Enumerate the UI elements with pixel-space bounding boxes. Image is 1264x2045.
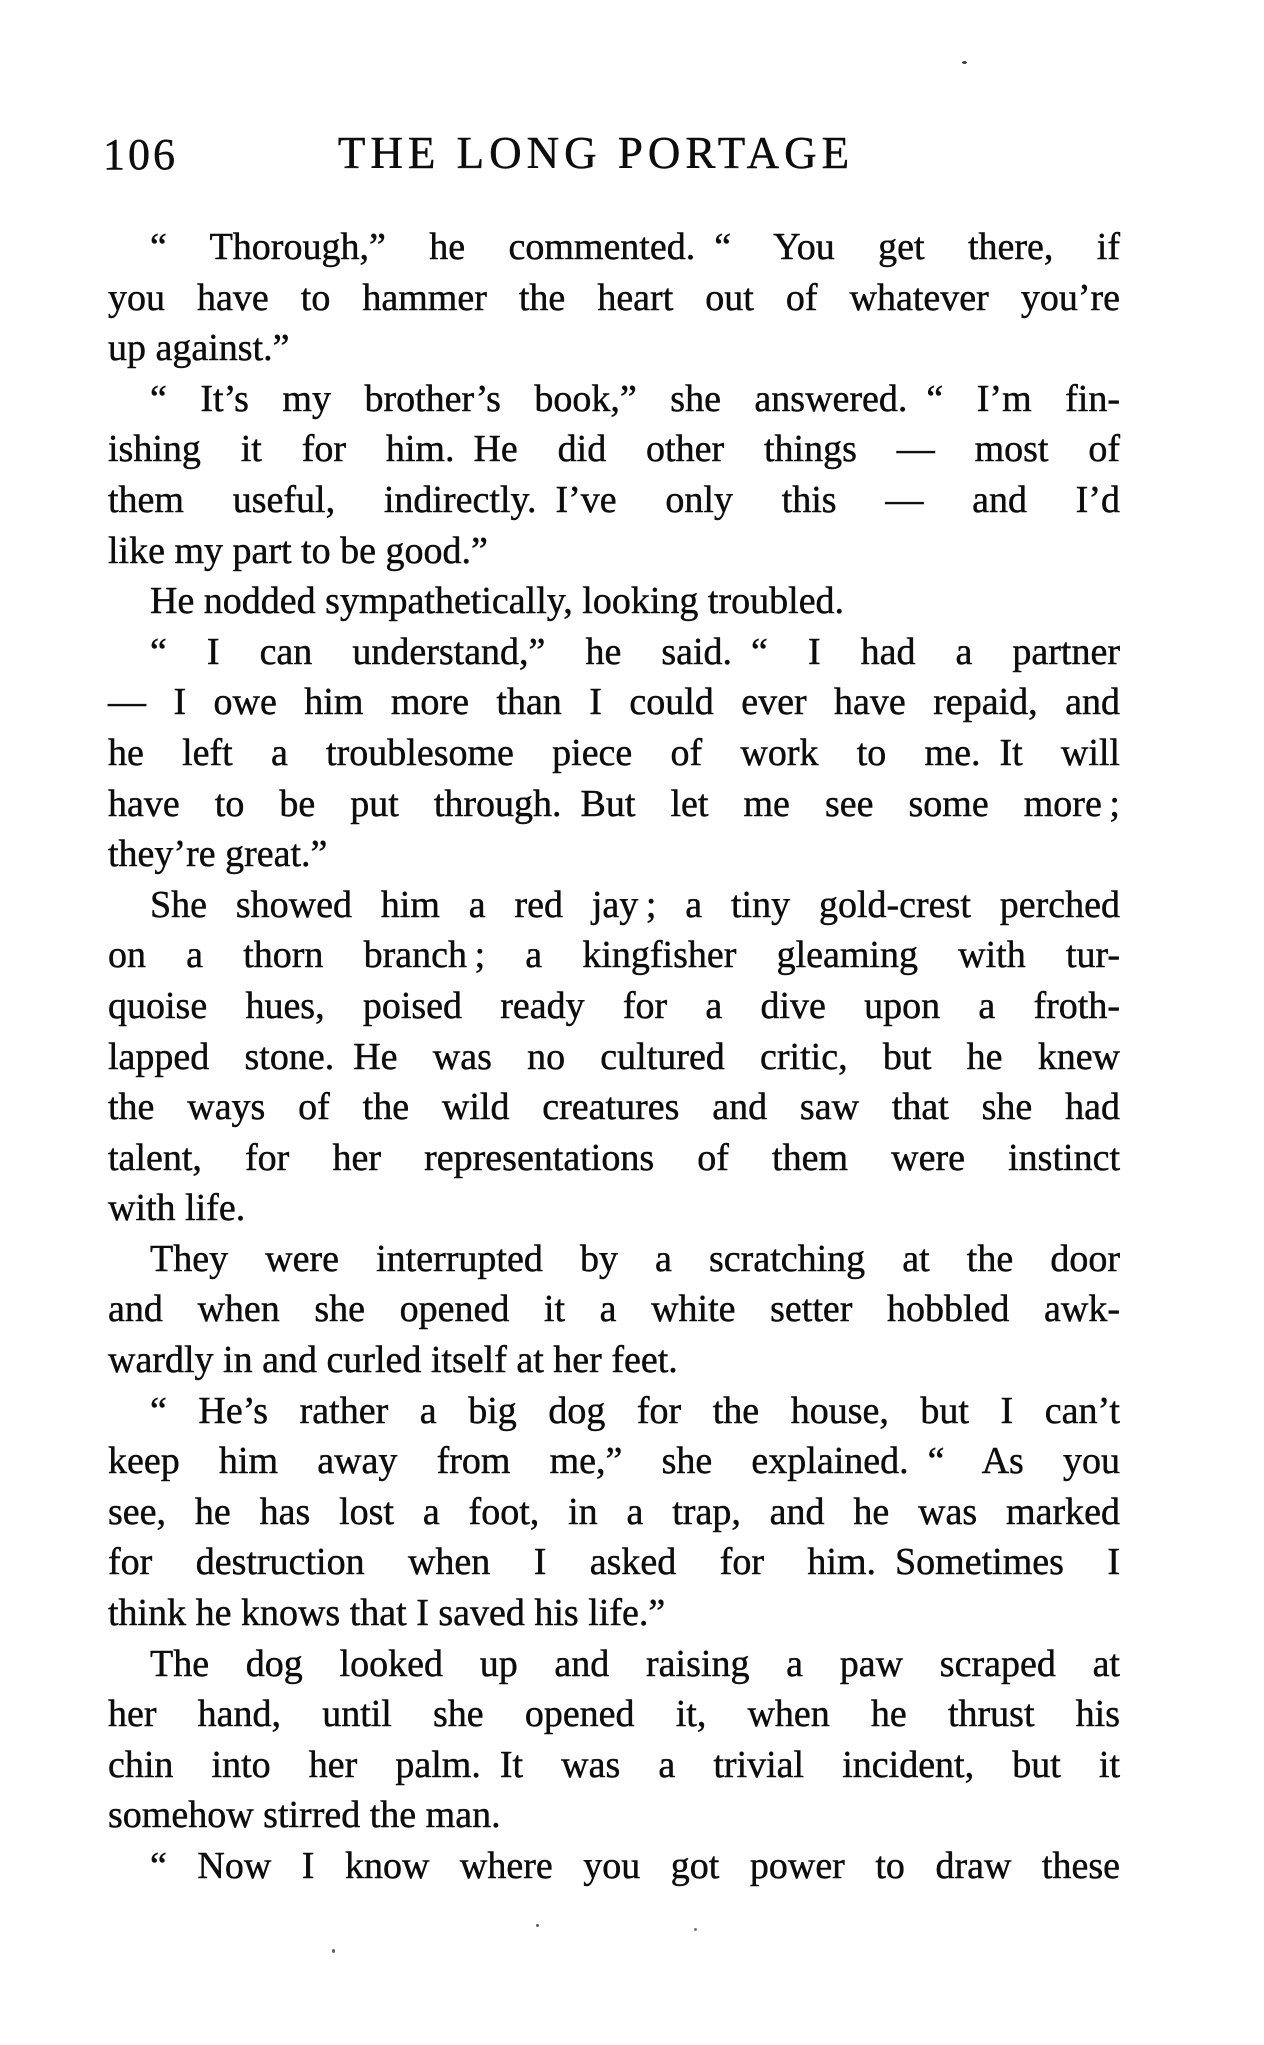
scan-speck [694,1928,697,1931]
text-line: they’re great.” [108,833,328,876]
text-line: — I owe him more than I could ever have repaid, and [108,681,1120,724]
text-line: them useful, indirectly. I’ve only this — and I’d [108,478,1120,521]
paragraph [108,880,1120,1234]
scan-speck [536,1924,539,1927]
text-line: She showed him a red jay ; a tiny gold-crest perched [150,883,1120,926]
text-line: “ Now I know where you got power to draw these [150,1845,1120,1887]
text-line: wardly in and curled itself at her feet. [108,1339,678,1382]
text-line: The dog looked up and raising a paw scraped at [150,1642,1120,1685]
text-line: think he knows that I saved his life.” [108,1592,666,1635]
text-line: ishing it for him. He did other things — most of [108,428,1120,471]
paragraph [108,1234,1120,1386]
text-line: for destruction when I asked for him. Sometimes I [108,1541,1120,1584]
text-line: somehow stirred the man. [108,1794,501,1837]
text-line: up against.” [108,327,290,370]
paragraph [108,1841,1120,1892]
paragraph [108,1639,1120,1841]
text-line: They were interrupted by a scratching at the door [150,1237,1120,1280]
scan-speck [332,1949,335,1953]
text-line: He nodded sympathetically, looking troubled. [150,580,845,623]
page-text [108,222,1120,1892]
text-line: he left a troublesome piece of work to me. It will [108,731,1120,774]
text-line: “ Thorough,” he commented. “ You get there, if [150,226,1120,268]
page-number: 106 [103,130,178,179]
text-line: the ways of the wild creatures and saw that she had [108,1086,1120,1129]
text-line: lapped stone. He was no cultured critic, but he knew [108,1035,1120,1078]
text-line: talent, for her representations of them were instinct [108,1136,1120,1179]
paragraph [108,576,1120,627]
paragraph [108,627,1120,880]
paragraph [108,1386,1120,1639]
paragraph [108,222,1120,374]
text-line: keep him away from me,” she explained. “ As you [108,1440,1120,1483]
scan-speck [962,61,967,64]
text-line: “ I can understand,” he said. “ I had a partner [150,630,1120,673]
paragraph [108,374,1120,576]
text-line: chin into her palm. It was a trivial incident, but it [108,1743,1120,1786]
text-line: “ He’s rather a big dog for the house, but I can’t [150,1389,1120,1432]
running-title: THE LONG PORTAGE [337,128,855,178]
text-line: and when she opened it a white setter hobbled awk- [108,1288,1120,1331]
text-line: “ It’s my brother’s book,” she answered. “ I’m fin- [150,377,1120,420]
text-line: on a thorn branch ; a kingfisher gleaming with tur- [108,934,1120,977]
text-line: with life. [108,1187,246,1230]
text-line: like my part to be good.” [108,529,488,572]
text-line: quoise hues, poised ready for a dive upon a froth- [108,984,1120,1027]
text-line: have to be put through. But let me see some more ; [108,782,1120,825]
text-line: see, he has lost a foot, in a trap, and he was marked [108,1490,1120,1533]
text-line: you have to hammer the heart out of whatever you’re [108,276,1120,319]
text-line: her hand, until she opened it, when he thrust his [108,1693,1120,1736]
